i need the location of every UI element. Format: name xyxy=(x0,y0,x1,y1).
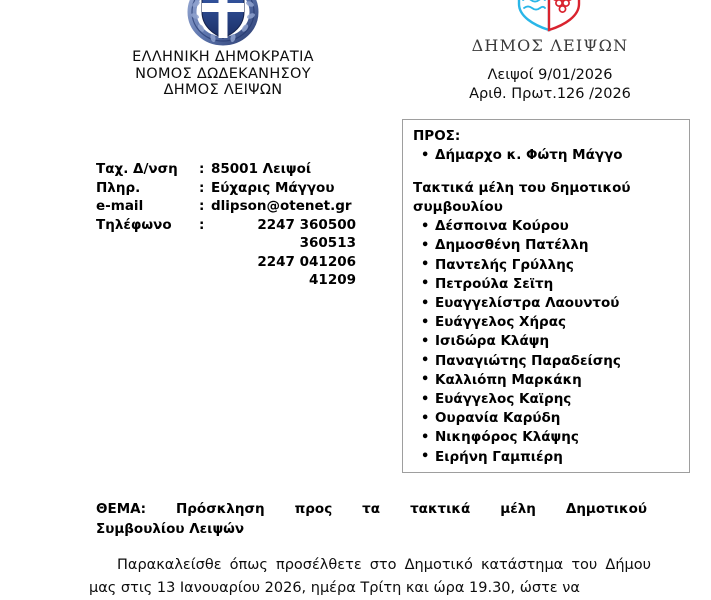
gov-line-3: ΔΗΜΟΣ ΛΕΙΨΩΝ xyxy=(163,82,283,98)
phone-number: 41209 xyxy=(309,272,356,288)
contact-colon: : xyxy=(199,179,205,196)
recipient-mayor-list xyxy=(413,146,689,165)
contact-details-block xyxy=(96,160,356,290)
contact-row xyxy=(96,216,356,290)
list-item: • Ευάγγελος Καϊρης xyxy=(413,390,689,409)
contact-row xyxy=(96,179,356,198)
contact-colon: : xyxy=(199,216,205,233)
government-identity-block xyxy=(78,0,368,99)
gov-line-2: ΝΟΜΟΣ ΔΩΔΕΚΑΝΗΣΟΥ xyxy=(135,65,311,82)
list-item: • Δημοσθένη Πατέλλη xyxy=(413,236,689,255)
municipality-name: ΔΗΜΟΣ ΛΕΙΨΩΝ xyxy=(471,36,629,55)
council-members-list xyxy=(413,217,689,467)
phone-number: 360513 xyxy=(299,235,356,251)
recipients-subtitle: Τακτικά μέλη του δημοτικού συμβουλίου xyxy=(413,180,631,216)
hellenic-republic-coat-of-arms-icon xyxy=(185,0,261,46)
subject-line-1: ΘΕΜΑ: Πρόσκληση προς τα τακτικά μέλη Δημοτικού xyxy=(96,501,647,517)
contact-value-email[interactable]: dlipson@otenet.gr xyxy=(211,198,352,214)
contact-colon: : xyxy=(199,161,205,177)
contact-row xyxy=(96,160,356,179)
government-title-lines xyxy=(78,49,368,99)
list-item: • Ευαγγελίστρα Λαουντού xyxy=(413,294,689,313)
list-item: • Παναγιώτης Παραδείσης xyxy=(413,352,689,371)
contact-label-address: Ταχ. Δ/νση xyxy=(96,161,178,177)
contact-value-address: 85001 Λειψοί xyxy=(211,161,312,177)
phone-number: 2247 360500 xyxy=(257,216,356,233)
document-header xyxy=(0,0,711,112)
protocol-block xyxy=(400,66,700,104)
contact-label-phone: Τηλέφωνο xyxy=(96,216,172,233)
place-and-date: Λειψοί 9/01/2026 xyxy=(487,67,613,83)
list-item: • Καλλιόπη Μαρκάκη xyxy=(413,371,689,390)
contact-phone-list xyxy=(211,216,356,290)
contact-row xyxy=(96,197,356,216)
contact-label-email: e-mail xyxy=(96,198,144,214)
list-item: • Παντελής Γρύλλης xyxy=(413,256,689,275)
phone-number: 2247 041206 xyxy=(257,253,356,270)
protocol-number: Αριθ. Πρωτ.126 /2026 xyxy=(469,86,631,102)
list-item: • Δήμαρχο κ. Φώτη Μάγγο xyxy=(413,146,689,165)
list-item: • Ουρανία Καρύδη xyxy=(413,409,689,428)
contact-label-info: Πληρ. xyxy=(96,179,141,196)
subject-block xyxy=(96,499,647,539)
gov-line-1: ΕΛΛΗΝΙΚΗ ΔΗΜΟΚΡΑΤΙΑ xyxy=(132,49,314,65)
contact-value-info: Εύχαρις Μάγγου xyxy=(211,179,335,196)
contact-table xyxy=(96,160,356,290)
list-item: • Δέσποινα Κούρου xyxy=(413,217,689,236)
contact-colon: : xyxy=(199,198,205,214)
recipients-title: ΠΡΟΣ: xyxy=(413,128,461,144)
list-item: • Ειρήνη Γαμπιέρη xyxy=(413,448,689,467)
municipality-identity-block xyxy=(400,0,700,104)
municipality-of-lipsi-crest-icon xyxy=(511,0,589,34)
list-item: • Ευάγγελος Χήρας xyxy=(413,313,689,332)
body-paragraph: Παρακαλείσθε όπως προσέλθετε στο Δημοτικό κατάστημα του Δήμου μας στις 13 Ιανουαρίου 2026, ημέρα Τρίτη και ώρα 19.30, ώστε να xyxy=(89,557,651,596)
subject-line-2: Συμβουλίου Λειψών xyxy=(96,521,245,537)
recipients-box xyxy=(402,119,690,473)
list-item: • Πετρούλα Σεϊτη xyxy=(413,275,689,294)
list-item: • Ισιδώρα Κλάψη xyxy=(413,332,689,351)
list-item: • Νικηφόρος Κλάψης xyxy=(413,428,689,447)
